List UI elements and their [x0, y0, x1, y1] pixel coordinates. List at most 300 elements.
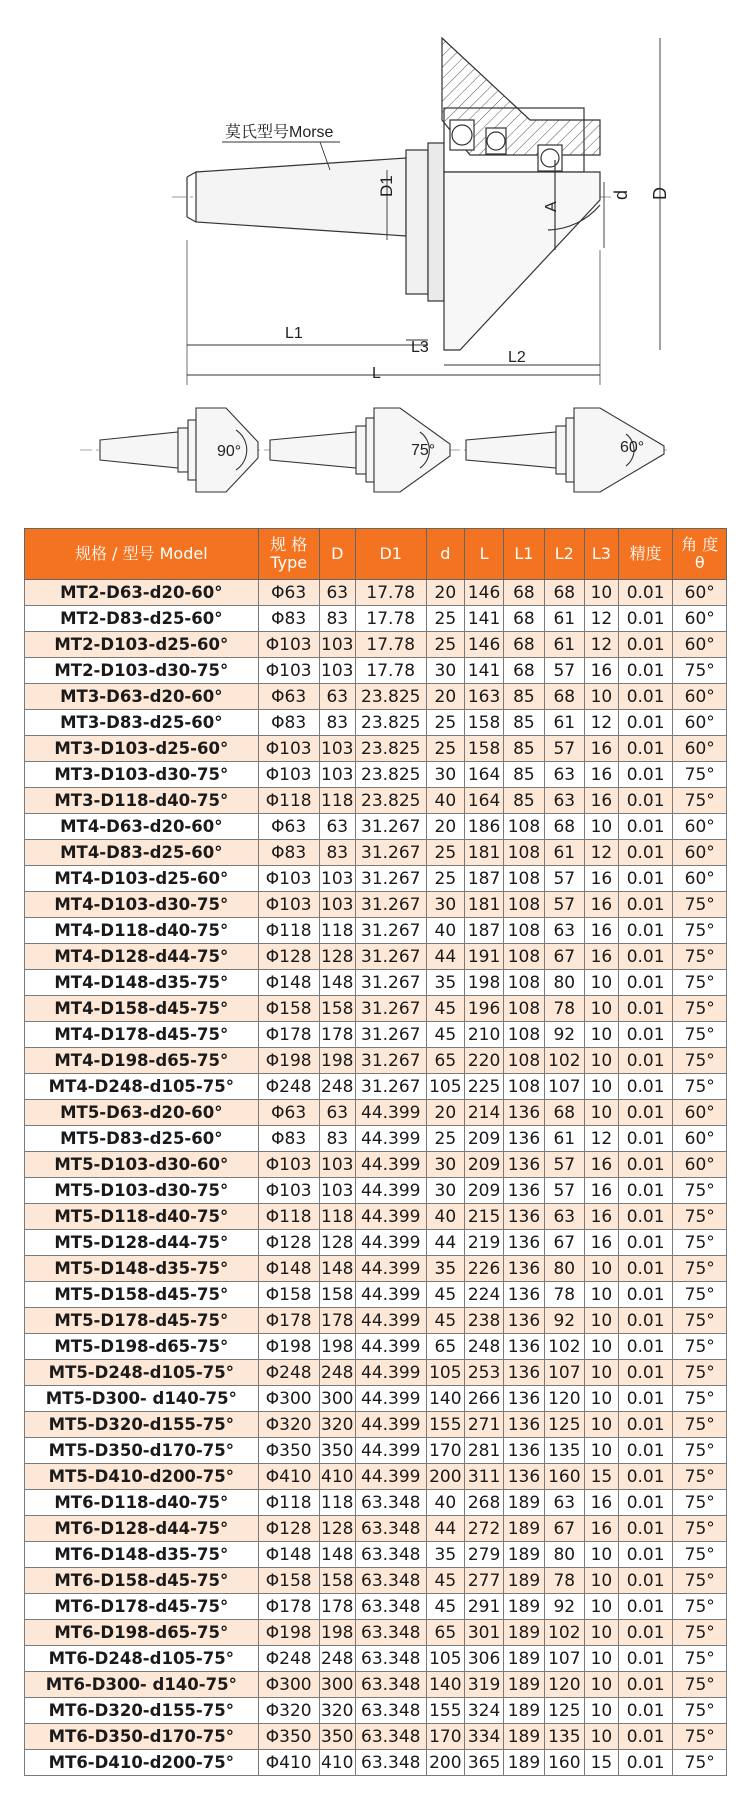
cell-type: Φ410 — [258, 1464, 319, 1490]
cell-d-inner: 25 — [426, 710, 464, 736]
cell-l1: 136 — [504, 1282, 544, 1308]
cell-l3: 10 — [585, 1360, 619, 1386]
cell-l2: 63 — [544, 918, 584, 944]
table-row — [25, 944, 727, 970]
cell-l: 158 — [464, 710, 503, 736]
cell-l1: 136 — [504, 1438, 544, 1464]
cell-l1: 136 — [504, 1126, 544, 1152]
cell-angle: 75° — [673, 1334, 727, 1360]
cell-l2: 63 — [544, 788, 584, 814]
cell-d-outer: 178 — [319, 1308, 355, 1334]
cell-precision: 0.01 — [618, 1698, 673, 1724]
cell-model: MT4-D63-d20-60° — [25, 814, 259, 840]
table-row — [25, 1516, 727, 1542]
cell-l1: 68 — [504, 632, 544, 658]
cell-l1: 108 — [504, 1048, 544, 1074]
cell-l: 226 — [464, 1256, 503, 1282]
cell-l1: 189 — [504, 1490, 544, 1516]
cell-model: MT4-D178-d45-75° — [25, 1022, 259, 1048]
cell-l2: 80 — [544, 1256, 584, 1282]
table-row — [25, 1230, 727, 1256]
cell-l: 181 — [464, 892, 503, 918]
cell-precision: 0.01 — [618, 1542, 673, 1568]
cell-d-inner: 155 — [426, 1412, 464, 1438]
cell-l2: 107 — [544, 1360, 584, 1386]
cell-model: MT5-D83-d25-60° — [25, 1126, 259, 1152]
cell-type: Φ103 — [258, 762, 319, 788]
cell-type: Φ148 — [258, 1256, 319, 1282]
cell-l3: 10 — [585, 1256, 619, 1282]
cell-l: 248 — [464, 1334, 503, 1360]
cell-l1: 136 — [504, 1360, 544, 1386]
cell-l2: 120 — [544, 1672, 584, 1698]
cell-d1: 44.399 — [355, 1438, 426, 1464]
table-row — [25, 1412, 727, 1438]
cell-d-outer: 118 — [319, 788, 355, 814]
cell-d1: 63.348 — [355, 1646, 426, 1672]
cell-l2: 102 — [544, 1334, 584, 1360]
cell-l3: 16 — [585, 1152, 619, 1178]
cell-type: Φ128 — [258, 944, 319, 970]
label-big-d: D — [650, 187, 670, 200]
cell-l1: 136 — [504, 1464, 544, 1490]
cell-model: MT4-D128-d44-75° — [25, 944, 259, 970]
table-row — [25, 1152, 727, 1178]
cell-precision: 0.01 — [618, 1516, 673, 1542]
cell-angle: 60° — [673, 580, 727, 606]
cell-type: Φ118 — [258, 1490, 319, 1516]
cell-l3: 10 — [585, 684, 619, 710]
cell-precision: 0.01 — [618, 944, 673, 970]
table-row — [25, 1672, 727, 1698]
table-row — [25, 1386, 727, 1412]
cell-l1: 108 — [504, 840, 544, 866]
cell-model: MT5-D128-d44-75° — [25, 1230, 259, 1256]
cell-type: Φ63 — [258, 684, 319, 710]
cell-l1: 189 — [504, 1594, 544, 1620]
cell-type: Φ63 — [258, 814, 319, 840]
header-d: D — [319, 529, 355, 580]
cell-l2: 61 — [544, 840, 584, 866]
cell-d-outer: 128 — [319, 1230, 355, 1256]
cell-d1: 23.825 — [355, 762, 426, 788]
cell-l2: 63 — [544, 762, 584, 788]
cell-precision: 0.01 — [618, 840, 673, 866]
cell-l1: 108 — [504, 892, 544, 918]
cell-d-outer: 118 — [319, 1204, 355, 1230]
cell-l3: 16 — [585, 1230, 619, 1256]
cell-l: 277 — [464, 1568, 503, 1594]
cell-l: 196 — [464, 996, 503, 1022]
cell-d-inner: 44 — [426, 1516, 464, 1542]
cell-precision: 0.01 — [618, 1386, 673, 1412]
cell-d1: 63.348 — [355, 1594, 426, 1620]
cell-l: 186 — [464, 814, 503, 840]
cell-type: Φ350 — [258, 1724, 319, 1750]
cell-angle: 75° — [673, 1230, 727, 1256]
cell-d1: 63.348 — [355, 1724, 426, 1750]
cell-angle: 75° — [673, 944, 727, 970]
cell-l3: 12 — [585, 840, 619, 866]
table-row — [25, 1490, 727, 1516]
cell-d-outer: 320 — [319, 1412, 355, 1438]
cell-l: 253 — [464, 1360, 503, 1386]
cell-l1: 189 — [504, 1750, 544, 1776]
cell-precision: 0.01 — [618, 1412, 673, 1438]
cell-d1: 63.348 — [355, 1516, 426, 1542]
cell-angle: 75° — [673, 1464, 727, 1490]
cell-l2: 61 — [544, 606, 584, 632]
cell-l1: 189 — [504, 1620, 544, 1646]
label-d1: D1 — [377, 175, 396, 197]
cell-l3: 10 — [585, 1438, 619, 1464]
cell-l3: 16 — [585, 866, 619, 892]
cell-precision: 0.01 — [618, 866, 673, 892]
cell-d-inner: 25 — [426, 736, 464, 762]
cell-l1: 108 — [504, 970, 544, 996]
cell-d-inner: 105 — [426, 1074, 464, 1100]
table-row — [25, 1646, 727, 1672]
cell-angle: 75° — [673, 970, 727, 996]
cell-model: MT2-D63-d20-60° — [25, 580, 259, 606]
table-row — [25, 1178, 727, 1204]
table-row — [25, 1568, 727, 1594]
cell-d1: 63.348 — [355, 1620, 426, 1646]
cell-l2: 61 — [544, 632, 584, 658]
cell-l1: 136 — [504, 1412, 544, 1438]
cell-d-outer: 350 — [319, 1438, 355, 1464]
cell-l: 187 — [464, 918, 503, 944]
table-row — [25, 632, 727, 658]
cell-angle: 60° — [673, 736, 727, 762]
cell-d1: 31.267 — [355, 866, 426, 892]
cell-precision: 0.01 — [618, 892, 673, 918]
cell-type: Φ128 — [258, 1230, 319, 1256]
cell-precision: 0.01 — [618, 580, 673, 606]
cell-l2: 57 — [544, 866, 584, 892]
cell-angle: 75° — [673, 762, 727, 788]
table-row — [25, 1360, 727, 1386]
variant-angle-75: 75° — [411, 442, 436, 459]
cell-precision: 0.01 — [618, 1178, 673, 1204]
cell-l: 164 — [464, 762, 503, 788]
table-row — [25, 918, 727, 944]
cell-d1: 63.348 — [355, 1672, 426, 1698]
cell-angle: 75° — [673, 1724, 727, 1750]
cell-precision: 0.01 — [618, 606, 673, 632]
cell-d-inner: 30 — [426, 1152, 464, 1178]
cell-model: MT6-D128-d44-75° — [25, 1516, 259, 1542]
cell-l2: 67 — [544, 1230, 584, 1256]
header-l: L — [464, 529, 503, 580]
cell-d-outer: 63 — [319, 684, 355, 710]
variant-angle-90: 90° — [217, 443, 242, 460]
cell-d1: 23.825 — [355, 736, 426, 762]
cell-l2: 57 — [544, 1178, 584, 1204]
cell-d-inner: 200 — [426, 1464, 464, 1490]
cell-l3: 16 — [585, 1178, 619, 1204]
cell-angle: 60° — [673, 814, 727, 840]
cell-model: MT4-D198-d65-75° — [25, 1048, 259, 1074]
cell-l3: 12 — [585, 632, 619, 658]
cell-d-outer: 248 — [319, 1074, 355, 1100]
cell-d1: 63.348 — [355, 1568, 426, 1594]
cell-l2: 160 — [544, 1750, 584, 1776]
cell-precision: 0.01 — [618, 1438, 673, 1464]
cell-l3: 10 — [585, 996, 619, 1022]
cell-l: 209 — [464, 1178, 503, 1204]
cell-d-inner: 45 — [426, 996, 464, 1022]
table-row — [25, 1308, 727, 1334]
cell-angle: 60° — [673, 684, 727, 710]
table-row — [25, 1334, 727, 1360]
cell-l: 224 — [464, 1282, 503, 1308]
cell-precision: 0.01 — [618, 814, 673, 840]
cell-d-outer: 198 — [319, 1048, 355, 1074]
cell-l2: 78 — [544, 1282, 584, 1308]
table-row — [25, 1022, 727, 1048]
cell-model: MT6-D158-d45-75° — [25, 1568, 259, 1594]
cell-precision: 0.01 — [618, 1464, 673, 1490]
cell-d1: 23.825 — [355, 684, 426, 710]
table-row — [25, 1282, 727, 1308]
cell-precision: 0.01 — [618, 1334, 673, 1360]
cell-d-inner: 30 — [426, 762, 464, 788]
table-row — [25, 1724, 727, 1750]
cell-model: MT5-D410-d200-75° — [25, 1464, 259, 1490]
cell-d-outer: 300 — [319, 1672, 355, 1698]
table-row — [25, 710, 727, 736]
cell-d-outer: 83 — [319, 840, 355, 866]
cell-d-inner: 40 — [426, 1490, 464, 1516]
cell-d-outer: 63 — [319, 1100, 355, 1126]
table-row — [25, 892, 727, 918]
cell-type: Φ103 — [258, 658, 319, 684]
cell-l: 220 — [464, 1048, 503, 1074]
cell-d-outer: 103 — [319, 632, 355, 658]
header-d1: D1 — [355, 529, 426, 580]
table-row — [25, 1750, 727, 1776]
cell-l: 215 — [464, 1204, 503, 1230]
cell-precision: 0.01 — [618, 1620, 673, 1646]
cell-type: Φ158 — [258, 1282, 319, 1308]
cell-l: 163 — [464, 684, 503, 710]
cell-model: MT5-D248-d105-75° — [25, 1360, 259, 1386]
cell-type: Φ178 — [258, 1594, 319, 1620]
cell-precision: 0.01 — [618, 1022, 673, 1048]
cell-d-outer: 198 — [319, 1620, 355, 1646]
cell-model: MT5-D148-d35-75° — [25, 1256, 259, 1282]
cell-l3: 15 — [585, 1750, 619, 1776]
cell-precision: 0.01 — [618, 1048, 673, 1074]
cell-angle: 75° — [673, 1360, 727, 1386]
cell-l3: 10 — [585, 1542, 619, 1568]
cell-type: Φ148 — [258, 1542, 319, 1568]
header-l2: L2 — [544, 529, 584, 580]
cell-model: MT6-D350-d170-75° — [25, 1724, 259, 1750]
cell-l: 311 — [464, 1464, 503, 1490]
cell-l1: 189 — [504, 1542, 544, 1568]
cell-d-inner: 65 — [426, 1048, 464, 1074]
cell-l1: 136 — [504, 1152, 544, 1178]
cell-l1: 108 — [504, 866, 544, 892]
cell-d-inner: 140 — [426, 1672, 464, 1698]
cell-l2: 92 — [544, 1594, 584, 1620]
cell-type: Φ178 — [258, 1022, 319, 1048]
cell-d-outer: 148 — [319, 970, 355, 996]
cell-precision: 0.01 — [618, 1204, 673, 1230]
cell-model: MT4-D158-d45-75° — [25, 996, 259, 1022]
cell-l1: 85 — [504, 762, 544, 788]
cell-l2: 57 — [544, 658, 584, 684]
cell-l: 306 — [464, 1646, 503, 1672]
variant-angle-60: 60° — [620, 439, 645, 456]
label-l3: L3 — [411, 339, 429, 356]
cell-l2: 125 — [544, 1698, 584, 1724]
cell-angle: 60° — [673, 710, 727, 736]
table-row — [25, 1620, 727, 1646]
cell-d-outer: 103 — [319, 658, 355, 684]
cell-l3: 10 — [585, 1724, 619, 1750]
cell-d1: 31.267 — [355, 1074, 426, 1100]
cell-d1: 31.267 — [355, 918, 426, 944]
label-small-d: d — [611, 189, 631, 200]
cell-l: 209 — [464, 1152, 503, 1178]
cell-l3: 12 — [585, 1126, 619, 1152]
table-row — [25, 996, 727, 1022]
cell-d-inner: 30 — [426, 1178, 464, 1204]
cell-l2: 68 — [544, 1100, 584, 1126]
cell-d-outer: 178 — [319, 1022, 355, 1048]
table-row — [25, 762, 727, 788]
cell-l1: 108 — [504, 944, 544, 970]
cell-l3: 10 — [585, 1568, 619, 1594]
cell-precision: 0.01 — [618, 1230, 673, 1256]
cell-l3: 16 — [585, 1490, 619, 1516]
cell-model: MT5-D300- d140-75° — [25, 1386, 259, 1412]
cell-l2: 63 — [544, 1204, 584, 1230]
cell-d-outer: 410 — [319, 1464, 355, 1490]
cell-model: MT5-D320-d155-75° — [25, 1412, 259, 1438]
cell-l1: 108 — [504, 996, 544, 1022]
cell-l3: 10 — [585, 1308, 619, 1334]
cell-l: 271 — [464, 1412, 503, 1438]
cell-model: MT3-D103-d30-75° — [25, 762, 259, 788]
cell-type: Φ103 — [258, 892, 319, 918]
table-row — [25, 1048, 727, 1074]
cell-model: MT2-D103-d25-60° — [25, 632, 259, 658]
table-row — [25, 1074, 727, 1100]
cell-precision: 0.01 — [618, 1360, 673, 1386]
cell-type: Φ118 — [258, 1204, 319, 1230]
cell-l1: 85 — [504, 684, 544, 710]
cell-l3: 12 — [585, 606, 619, 632]
cell-l1: 108 — [504, 1022, 544, 1048]
cell-l3: 10 — [585, 1100, 619, 1126]
cell-d-outer: 103 — [319, 1178, 355, 1204]
cell-d-outer: 178 — [319, 1594, 355, 1620]
cell-d-inner: 200 — [426, 1750, 464, 1776]
table-row — [25, 1438, 727, 1464]
cell-type: Φ248 — [258, 1646, 319, 1672]
cell-l1: 108 — [504, 918, 544, 944]
cell-l3: 10 — [585, 1048, 619, 1074]
cell-l3: 10 — [585, 1594, 619, 1620]
cell-precision: 0.01 — [618, 1256, 673, 1282]
cell-type: Φ83 — [258, 1126, 319, 1152]
cell-angle: 75° — [673, 1074, 727, 1100]
table-row — [25, 1542, 727, 1568]
cell-l3: 16 — [585, 892, 619, 918]
table-row — [25, 658, 727, 684]
table-row — [25, 1100, 727, 1126]
cell-model: MT3-D118-d40-75° — [25, 788, 259, 814]
cell-d-outer: 248 — [319, 1646, 355, 1672]
cell-d1: 31.267 — [355, 1048, 426, 1074]
cell-angle: 75° — [673, 918, 727, 944]
cell-d1: 44.399 — [355, 1204, 426, 1230]
cell-model: MT5-D103-d30-75° — [25, 1178, 259, 1204]
cell-l3: 16 — [585, 944, 619, 970]
spec-table — [24, 528, 727, 1776]
cell-l2: 107 — [544, 1074, 584, 1100]
cell-d-inner: 20 — [426, 1100, 464, 1126]
cell-d-outer: 320 — [319, 1698, 355, 1724]
cell-l: 324 — [464, 1698, 503, 1724]
cell-d-inner: 44 — [426, 1230, 464, 1256]
cell-d1: 17.78 — [355, 580, 426, 606]
cell-type: Φ320 — [258, 1698, 319, 1724]
cell-model: MT5-D350-d170-75° — [25, 1438, 259, 1464]
cell-l2: 63 — [544, 1490, 584, 1516]
cell-d1: 23.825 — [355, 710, 426, 736]
cell-type: Φ83 — [258, 840, 319, 866]
cell-d1: 23.825 — [355, 788, 426, 814]
cell-l2: 57 — [544, 892, 584, 918]
cell-l: 146 — [464, 580, 503, 606]
cell-model: MT6-D248-d105-75° — [25, 1646, 259, 1672]
cell-precision: 0.01 — [618, 1724, 673, 1750]
cell-l3: 10 — [585, 814, 619, 840]
cell-l2: 135 — [544, 1724, 584, 1750]
cell-type: Φ248 — [258, 1074, 319, 1100]
cell-d-inner: 65 — [426, 1334, 464, 1360]
cell-d-inner: 25 — [426, 632, 464, 658]
label-a: A — [543, 201, 560, 212]
cell-d-inner: 25 — [426, 866, 464, 892]
cell-d-inner: 20 — [426, 814, 464, 840]
table-row — [25, 736, 727, 762]
cell-d1: 17.78 — [355, 632, 426, 658]
cell-l2: 135 — [544, 1438, 584, 1464]
cell-angle: 75° — [673, 1594, 727, 1620]
cell-precision: 0.01 — [618, 1126, 673, 1152]
table-row — [25, 970, 727, 996]
cell-d-inner: 40 — [426, 918, 464, 944]
header-precision: 精度 — [618, 529, 673, 580]
cell-angle: 75° — [673, 1490, 727, 1516]
cell-l: 191 — [464, 944, 503, 970]
cell-d-outer: 83 — [319, 710, 355, 736]
cell-l3: 10 — [585, 1282, 619, 1308]
cell-type: Φ63 — [258, 1100, 319, 1126]
cell-l1: 68 — [504, 658, 544, 684]
cell-d1: 44.399 — [355, 1464, 426, 1490]
cell-precision: 0.01 — [618, 762, 673, 788]
cell-type: Φ103 — [258, 736, 319, 762]
cell-type: Φ300 — [258, 1672, 319, 1698]
cell-precision: 0.01 — [618, 788, 673, 814]
